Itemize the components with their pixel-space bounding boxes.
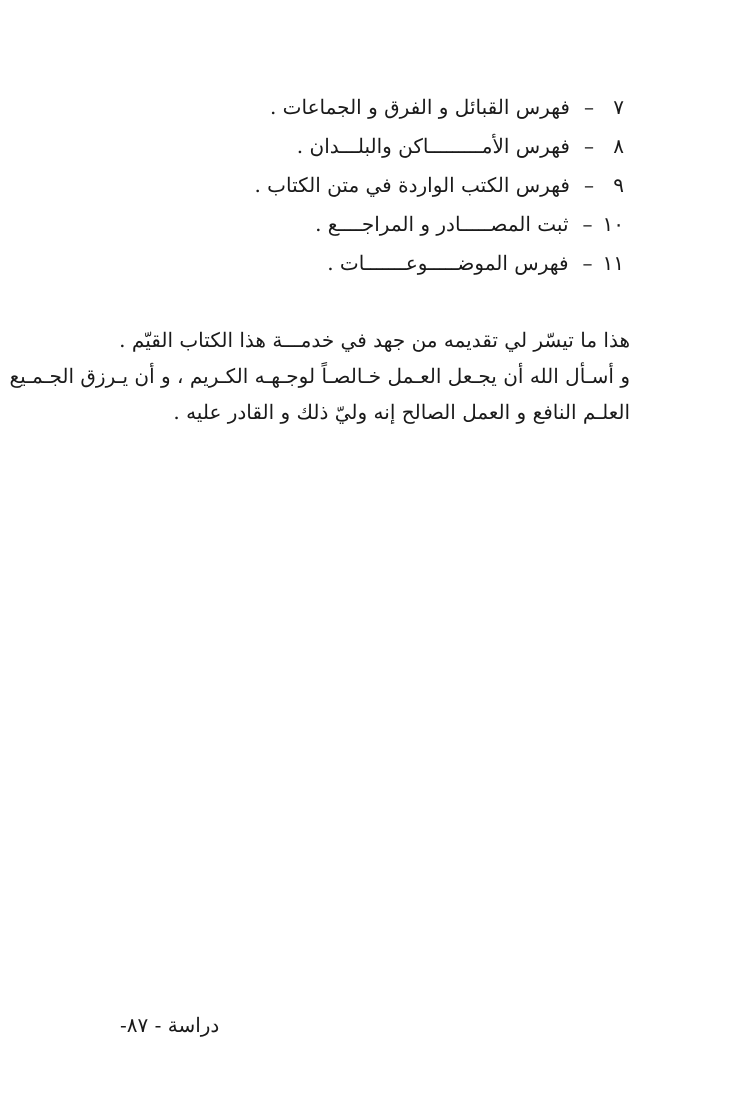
closing-paragraph (9, 322, 630, 430)
index-item (224, 127, 624, 166)
index-item (224, 88, 624, 127)
index-item (224, 205, 624, 244)
index-text: فهرس الأمـــــــــاكن والبلـــدان . (296, 134, 570, 158)
index-text: فهرس الموضـــــوعـــــــات . (327, 251, 569, 275)
index-text: فهرس القبائل و الفرق و الجماعات . (269, 95, 570, 119)
index-text: ثبت المصـــــادر و المراجــــع . (315, 212, 569, 236)
index-number: ٨ (613, 134, 624, 158)
index-dash: – (582, 212, 593, 236)
page-footer: دراسة - ٨٧- (120, 1013, 220, 1037)
index-text: فهرس الكتب الواردة في متن الكتاب . (254, 173, 570, 197)
index-item (224, 166, 624, 205)
index-item (224, 244, 624, 283)
index-number: ٩ (613, 173, 624, 197)
index-list (224, 88, 624, 283)
index-dash: – (584, 134, 594, 158)
index-dash: – (582, 251, 593, 275)
paragraph-line: هذا ما تيسّر لي تقديمه من جهد في خدمـــة هذا الكتاب القيّم . (119, 328, 630, 352)
index-dash: – (584, 95, 594, 119)
index-number: ٧ (613, 95, 624, 119)
index-number: ١١ (602, 251, 624, 275)
index-number: ١٠ (602, 212, 624, 236)
paragraph-line: العلـم النافع و العمل الصالح إنه وليّ ذلك و القادر عليه . (173, 400, 630, 424)
paragraph-line: و أسـأل الله أن يجـعل العـمل خـالصـاً لوجـهـه الكـريم ، و أن يـرزق الجـمـيع (9, 364, 630, 388)
index-dash: – (584, 173, 594, 197)
